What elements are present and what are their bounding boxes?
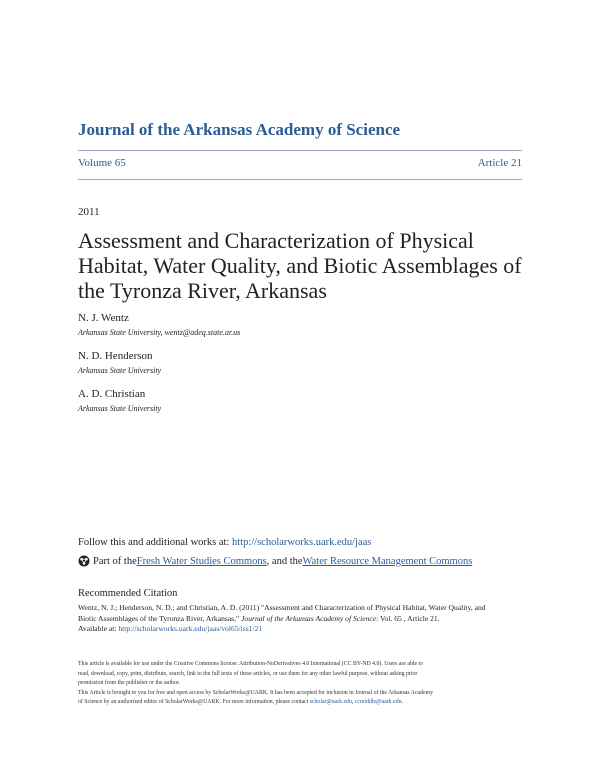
citation-line: [78, 614, 528, 625]
author-affiliation: Arkansas State University, wentz@adeq.state.ar.us: [78, 328, 241, 337]
license-line: read, download, copy, print, distribute, search, link to the full texts of these articles, or use them for any other lawful purpose, without asking prior: [78, 670, 418, 677]
contact-email-link[interactable]: ccmiddle@uark.edu: [354, 699, 402, 706]
article-title: [78, 228, 528, 303]
license-line: This Article is brought to you for free and open access by ScholarWorks@UARK. It has been accepted for inclusion in Journal of the Arkansas Academy: [78, 689, 434, 696]
title-line: Assessment and Characterization of Physical: [78, 228, 474, 253]
license-line: permission from the publisher or the author.: [78, 680, 180, 687]
citation-text-part: : Vol. 65 , Article 21.: [376, 613, 440, 623]
follow-label: Follow this and additional works at:: [78, 537, 232, 548]
author-name: A. D. Christian: [78, 388, 146, 400]
volume-bar: [78, 150, 522, 180]
follow-link[interactable]: http://scholarworks.uark.edu/jaas: [232, 537, 372, 548]
author-affiliation: Arkansas State University: [78, 404, 162, 413]
citation-line: [78, 624, 528, 635]
citation-url-link[interactable]: http://scholarworks.uark.edu/jaas/vol65/iss1/21: [118, 624, 263, 633]
part-of-separator: , and the: [266, 555, 303, 567]
follow-line: [78, 537, 371, 548]
fresh-water-studies-link[interactable]: Fresh Water Studies Commons: [136, 555, 267, 567]
article-link[interactable]: Article 21: [477, 157, 522, 169]
citation-text-part: Biotic Assemblages of the Tyronza River, Arkansas,": [78, 613, 242, 623]
license-end: .: [401, 699, 403, 706]
recommended-citation-heading: Recommended Citation: [78, 588, 178, 599]
journal-title[interactable]: Journal of the Arkansas Academy of Science: [78, 120, 401, 139]
citation-journal-name: Journal of the Arkansas Academy of Science: [241, 613, 377, 623]
license-line: [78, 698, 528, 708]
license-text-part: of Science by an authorized editor of ScholarWorks@UARK. For more information, please contact: [78, 699, 310, 706]
author-name: N. J. Wentz: [78, 312, 129, 324]
creative-commons-network-icon: [78, 555, 90, 567]
water-resource-management-link[interactable]: Water Resource Management Commons: [302, 555, 473, 567]
citation-line: Wentz, N. J.; Henderson, N. D.; and Christian, A. D. (2011) "Assessment and Characterization of Physical Habitat, Water Quality, and: [78, 603, 486, 612]
title-line: Habitat, Water Quality, and Biotic Assemblages of: [78, 253, 522, 278]
part-of-line: [78, 555, 472, 567]
available-label: Available at:: [78, 624, 119, 633]
contact-email-link[interactable]: scholar@uark.edu: [309, 699, 352, 706]
citation-text: [78, 603, 528, 635]
title-line: the Tyronza River, Arkansas: [78, 278, 327, 303]
volume-link[interactable]: Volume 65: [78, 157, 126, 169]
license-separator: ,: [351, 699, 355, 706]
license-line: This article is available for use under the Creative Commons license: Attribution-NoDerivatives 4.0 International (CC BY-ND 4.0). Users are able to: [78, 661, 423, 667]
publication-year: 2011: [78, 206, 100, 218]
license-text: [78, 660, 528, 708]
author-name: N. D. Henderson: [78, 350, 153, 362]
author-affiliation: Arkansas State University: [78, 366, 162, 375]
part-of-label: Part of the: [93, 555, 137, 567]
